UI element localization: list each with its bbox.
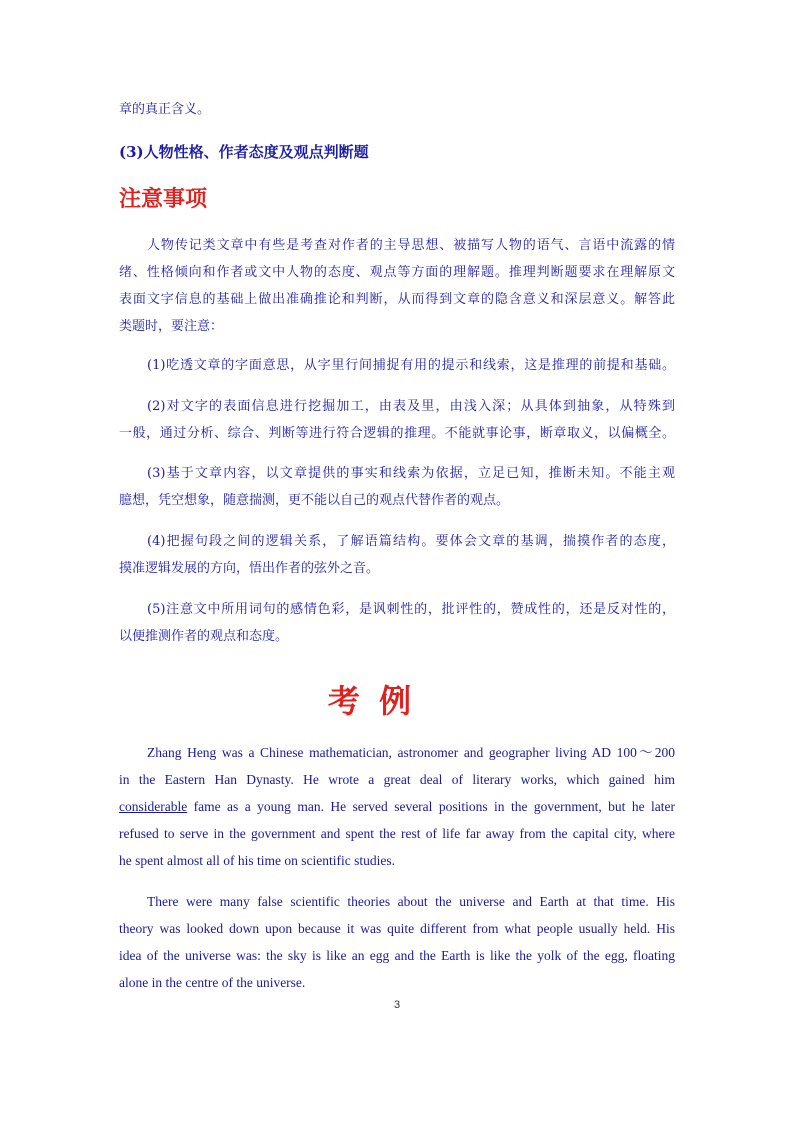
point-line: (3)基于文章内容，以文章提供的事实和线索为依据，立足已知，推断未知。不能主观 xyxy=(147,466,675,481)
point-line: (5)注意文中所用词句的感情色彩，是讽刺性的，批评性的，赞成性的，还是反对性的， xyxy=(147,602,675,617)
page-number: 3 xyxy=(393,999,401,1011)
point-line: 一般，通过分析、综合、判断等进行符合逻辑的推理。不能就事论事，断章取义，以偏概全。 xyxy=(119,426,675,441)
passage-line-rest: fame as a young man. He served several positions in the government, but he later xyxy=(187,799,675,814)
passage-line: he spent almost all of his time on scientific studies. xyxy=(119,853,395,868)
passage-line: Zhang Heng was a Chinese mathematician, astronomer and geographer living AD 100～200 xyxy=(147,745,675,760)
passage-line: alone in the centre of the universe. xyxy=(119,975,306,990)
passage-line: refused to serve in the government and spent the rest of life far away from the capital city, where xyxy=(119,826,675,841)
example-title: 考 例 xyxy=(327,682,416,720)
passage-line: There were many false scientific theories about the universe and Earth at that time. His xyxy=(147,894,675,909)
intro-line: 人物传记类文章中有些是考查对作者的主导思想、被描写人物的语气、言语中流露的情 xyxy=(147,238,675,253)
passage-line xyxy=(119,798,675,816)
continued-text: 章的真正含义。 xyxy=(119,102,211,117)
point-line: (1)吃透文章的字面意思，从字里行间捕捉有用的提示和线索，这是推理的前提和基础。 xyxy=(147,358,675,373)
passage-line: idea of the universe was: the sky is like an egg and the Earth is like the yolk of the egg, floating xyxy=(119,948,675,963)
point-line: 臆想，凭空想象，随意揣测，更不能以自己的观点代替作者的观点。 xyxy=(119,493,510,508)
point-line: 以便推测作者的观点和态度。 xyxy=(119,629,289,644)
intro-line: 类题时，要注意： xyxy=(119,319,224,334)
point-line: 摸准逻辑发展的方向，悟出作者的弦外之音。 xyxy=(119,561,380,576)
passage-line: in the Eastern Han Dynasty. He wrote a great deal of literary works, which gained him xyxy=(119,772,675,787)
passage-line: theory was looked down upon because it was quite different from what people usually held. His xyxy=(119,921,675,936)
intro-line: 表面文字信息的基础上做出准确推论和判断，从而得到文章的隐含意义和深层意义。解答此 xyxy=(119,292,675,307)
intro-line: 绪、性格倾向和作者或文中人物的态度、观点等方面的理解题。推理判断题要求在理解原文 xyxy=(119,265,675,280)
section-heading: (3)人物性格、作者态度及观点判断题 xyxy=(119,143,369,161)
point-line: (4)把握句段之间的逻辑关系，了解语篇结构。要体会文章的基调，揣摸作者的态度， xyxy=(147,534,675,549)
point-line: (2)对文字的表面信息进行挖掘加工，由表及里，由浅入深；从具体到抽象，从特殊到 xyxy=(147,399,675,414)
notes-title: 注意事项 xyxy=(119,186,208,212)
underlined-word: considerable xyxy=(119,799,188,814)
